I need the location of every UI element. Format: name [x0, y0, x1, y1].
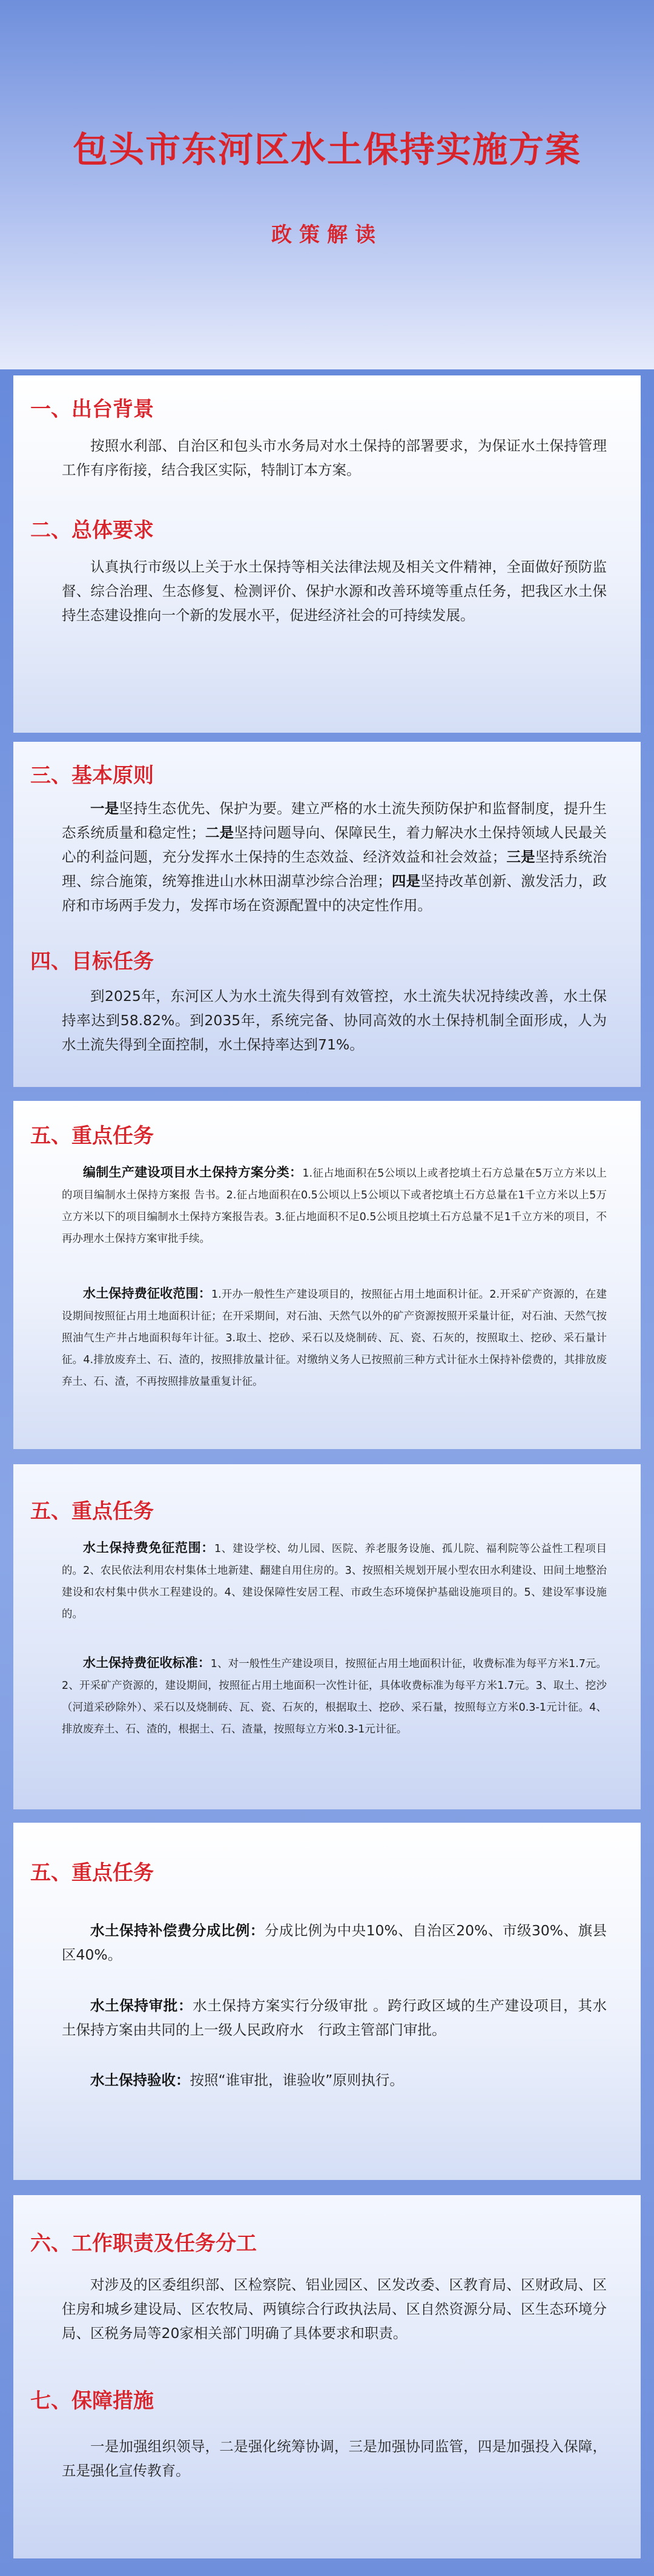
task-fee-exemption-label: 水土保持费免征范围： [83, 1541, 214, 1555]
section-heading-background: 一、出台背景 [30, 397, 154, 421]
page-title: 包头市东河区水土保持实施方案 [72, 129, 581, 170]
task-fee-standard-label: 水土保持费征收标准： [83, 1656, 211, 1670]
task-acceptance-text: 按照“谁审批，谁验收”原则执行。 [190, 2072, 404, 2089]
principle-1-text: 坚持生态优先、保护为要。建立严格的水土流失预防保护和监督制度，提升生态系统质量和稳定性； [62, 800, 607, 841]
task-fee-scope [62, 1283, 607, 1393]
section-heading-key-tasks-3: 五、重点任务 [30, 1861, 154, 1885]
section-text-safeguards: 一是加强组织领导，二是强化统筹协调，三是加强协同监管，四是加强投入保障，五是强化宣传教育。 [62, 2438, 607, 2479]
task-plan-classification-text: 1.征占地面积在5公顷以上或者挖填土石方总量在5万立方米以上的项目编制水土保持方案报 告书。2.征占地面积在0.5公顷以上5公顷以下或者挖填土石方总量在1千立方米以上5万立方米以下的项目编制水土保持方案报告表。3.征占地面积不足0.5公顷且挖填土石方总量不足1千立方米的项目，不再办理水土保持方案审批手续。 [62, 1167, 607, 1245]
section-heading-requirements: 二、总体要求 [30, 518, 154, 543]
task-fee-exemption-text: 1、建设学校、幼儿园、医院、养老服务设施、孤儿院、福利院等公益性工程项目的。2、农民依法利用农村集体土地新建、翻建自用住房的。3、按照相关规划开展小型农田水利建设、田间土地整治建设和农村集中供水工程建设的。4、建设保障性安居工程、市政生态环境保护基础设施项目的。5、建设军事设施的。 [62, 1543, 607, 1620]
principle-3-label: 三是 [506, 848, 535, 865]
task-approval-text: 水土保持方案实行分级审批 。跨行政区域的生产建设项目，其水土保持方案由共同的上一级人民政府水 行政主管部门审批。 [62, 1997, 607, 2038]
section-text-background: 按照水利部、自治区和包头市水务局对水土保持的部署要求，为保证水土保持管理工作有序衔接，结合我区实际，特制订本方案。 [62, 437, 607, 478]
section-text-requirements: 认真执行市级以上关于水土保持等相关法律法规及相关文件精神，全面做好预防监督、综合治理、生态修复、检测评价、保护水源和改善环境等重点任务，把我区水土保持生态建设推向一个新的发展水平，促进经济社会的可持续发展。 [62, 558, 607, 624]
principle-2-label: 二是 [205, 824, 234, 841]
section-heading-safeguards: 七、保障措施 [30, 2389, 154, 2413]
principle-4-text: 坚持改革创新、激发活力，政府和市场两手发力，发挥市场在资源配置中的决定性作用。 [62, 873, 607, 914]
task-fee-split [62, 1918, 607, 1967]
card-key-tasks-3 [13, 1823, 641, 2180]
task-plan-classification [62, 1161, 607, 1250]
card-key-tasks-1 [13, 1101, 641, 1449]
task-fee-exemption [62, 1537, 607, 1625]
task-fee-split-text: 分成比例为中央10%、自治区20%、市级30%、旗县区40%。 [62, 1922, 607, 1963]
task-fee-split-label: 水土保持补偿费分成比例： [90, 1922, 265, 1939]
section-heading-goals: 四、目标任务 [30, 949, 154, 974]
task-fee-scope-label: 水土保持费征收范围： [83, 1286, 211, 1301]
task-acceptance-label: 水土保持验收： [90, 2072, 190, 2089]
section-heading-key-tasks-2: 五、重点任务 [30, 1499, 154, 1524]
card-duties-safeguards [13, 2195, 641, 2558]
page-subtitle: 政策解读 [271, 223, 383, 247]
task-approval-label: 水土保持审批： [90, 1997, 193, 2014]
section-text-principles [62, 796, 607, 917]
page-header [0, 0, 654, 369]
card-principles-goals [13, 742, 641, 1087]
task-plan-classification-label: 编制生产建设项目水土保持方案分类： [83, 1165, 303, 1180]
task-approval [62, 1993, 607, 2042]
section-text-goals: 到2025年，东河区人为水土流失得到有效管控，水土流失状况持续改善，水土保持率达到58.82%。到2035年，系统完备、协同高效的水土保持机制全面形成，人为水土流失得到全面控制，水土保持率达到71%。 [62, 988, 607, 1053]
card-key-tasks-2 [13, 1464, 641, 1809]
task-acceptance [62, 2068, 607, 2092]
task-fee-standard-text: 1、对一般性生产建设项目，按照征占用土地面积计征，收费标准为每平方米1.7元。2、开采矿产资源的，建设期间，按照征占用土地面积一次性计征，具体收费标准为每平方米1.7元。3、取土、挖沙（河道采砂除外）、采石以及烧制砖、瓦、瓷、石灰的，根据取土、挖砂、采石量，按照每立方米0.3-1元计征。4、排放废弃土、石、渣的，根据土、石、渣量，按照每立方米0.3-1元计征。 [62, 1658, 607, 1735]
principle-3-text: 坚持系统治理、综合施策，统筹推进山水林田湖草沙综合治理； [62, 848, 607, 890]
task-fee-standard [62, 1652, 607, 1740]
section-heading-key-tasks-1: 五、重点任务 [30, 1124, 154, 1148]
section-heading-duties: 六、工作职责及任务分工 [30, 2231, 257, 2256]
card-background-requirements [13, 375, 641, 733]
principle-1-label: 一是 [90, 800, 119, 817]
task-fee-scope-text: 1.开办一般性生产建设项目的，按照征占用土地面积计征。2.开采矿产资源的，在建设期间按照征占用土地面积计征；在开采期间，对石油、天然气以外的矿产资源按照开采量计征，对石油、天然气按照油气生产井占地面积每年计征。3.取土、挖砂、采石以及烧制砖、瓦、瓷、石灰的，按照取土、挖砂、采石量计征。4.排放废弃土、石、渣的，按照排放量计征。对缴纳义务人已按照前三种方式计征水土保持补偿费的，其排放废弃土、石、渣，不再按照排放量重复计征。 [62, 1289, 607, 1388]
principle-2-text: 坚持问题导向、保障民生，着力解决水土保持领域人民最关心的利益问题，充分发挥水土保持的生态效益、经济效益和社会效益； [62, 824, 607, 865]
section-heading-principles: 三、基本原则 [30, 764, 154, 788]
principle-4-label: 四是 [391, 873, 421, 890]
section-text-duties: 对涉及的区委组织部、区检察院、铝业园区、区发改委、区教育局、区财政局、区住房和城乡建设局、区农牧局、两镇综合行政执法局、区自然资源分局、区生态环境分局、区税务局等20家相关部门明确了具体要求和职责。 [62, 2276, 607, 2342]
